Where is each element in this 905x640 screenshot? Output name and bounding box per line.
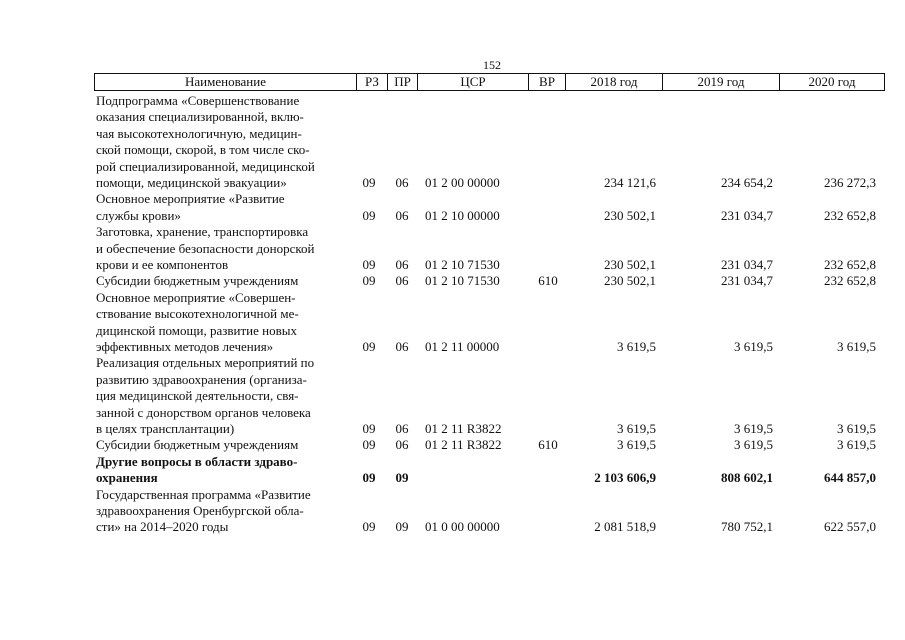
row-2018: 3 619,5	[617, 437, 656, 453]
row-pr: 06	[395, 257, 409, 272]
row-csr: 01 0 00 00000	[425, 519, 500, 535]
row-2018: 234 121,6	[604, 175, 656, 190]
row-name-line: ской помощи, скорой, в том числе ско-	[96, 142, 310, 158]
row-name-line: чая высокотехнологичную, медицин-	[96, 125, 302, 141]
row-name-line: Субсидии бюджетным учреждениям	[96, 437, 299, 453]
row-name-line: Подпрограмма «Совершенствование	[96, 93, 300, 108]
row-rz: 09	[362, 437, 376, 453]
row-name-line: сти» на 2014–2020 годы	[96, 519, 229, 535]
row-name-line: Основное мероприятие «Совершен-	[96, 289, 296, 305]
row-pr: 09	[395, 470, 409, 486]
row-name-line: Субсидии бюджетным учреждениям	[96, 273, 299, 289]
row-csr: 01 2 10 71530	[425, 257, 500, 272]
header-2020: 2020 год	[779, 73, 885, 91]
row-2019: 231 034,7	[721, 257, 773, 272]
row-name	[96, 487, 354, 536]
row-2019: 231 034,7	[721, 207, 773, 223]
header-2019: 2019 год	[662, 73, 780, 91]
row-name-line: здравоохранения Оренбургской обла-	[96, 503, 304, 518]
row-name-line: Государственная программа «Развитие	[96, 486, 311, 502]
row-name-line: рой специализированной, медицинской	[96, 158, 315, 174]
row-rz: 09	[362, 339, 376, 354]
row-rz: 09	[362, 257, 376, 272]
row-2020: 3 619,5	[837, 421, 876, 436]
row-pr: 06	[395, 207, 409, 223]
row-pr: 06	[395, 437, 409, 453]
row-2020: 232 652,8	[824, 207, 876, 223]
row-2019: 3 619,5	[734, 421, 773, 436]
row-2018: 2 081 518,9	[594, 519, 656, 535]
row-rz: 09	[362, 470, 376, 486]
row-name-line: Реализация отдельных мероприятий по	[96, 355, 315, 371]
row-rz: 09	[362, 421, 376, 436]
header-csr: ЦСР	[417, 73, 529, 91]
row-rz: 09	[362, 207, 376, 223]
row-2018: 230 502,1	[604, 273, 656, 289]
row-2018: 2 103 606,9	[594, 470, 656, 486]
row-name-line: Основное мероприятие «Развитие	[96, 191, 285, 207]
row-rz: 09	[362, 175, 376, 190]
header-2018: 2018 год	[565, 73, 663, 91]
row-2019: 780 752,1	[721, 519, 773, 535]
row-name-line: занной с донорством органов человека	[96, 404, 311, 420]
row-csr: 01 2 11 00000	[425, 339, 500, 354]
row-name-line: ствование высокотехнологичной ме-	[96, 306, 299, 322]
page-number: 152	[483, 58, 501, 72]
row-rz: 09	[362, 273, 376, 289]
row-name-line: дицинской помощи, развитие новых	[96, 322, 297, 338]
row-2020: 622 557,0	[824, 519, 876, 535]
header-name: Наименование	[94, 73, 357, 91]
row-name-line: ция медицинской деятельности, свя-	[96, 388, 299, 404]
row-2019: 234 654,2	[721, 175, 773, 190]
row-2019: 3 619,5	[734, 339, 773, 354]
row-name-line: и обеспечение безопасности донорской	[96, 240, 315, 256]
header-vr: ВР	[528, 73, 566, 91]
row-name	[96, 273, 354, 289]
row-name-line: охранения	[96, 470, 158, 486]
row-name-line: оказания специализированной, вклю-	[96, 109, 304, 125]
row-name-line: крови и ее компонентов	[96, 257, 229, 272]
row-pr: 06	[395, 175, 409, 190]
header-pr: ПР	[387, 73, 418, 91]
row-2019: 808 602,1	[721, 470, 773, 486]
row-2019: 231 034,7	[721, 273, 773, 289]
row-name	[96, 191, 354, 224]
row-2019: 3 619,5	[734, 437, 773, 453]
row-name-line: Заготовка, хранение, транспортировка	[96, 224, 309, 240]
row-csr: 01 2 11 R3822	[425, 421, 502, 436]
row-vr: 610	[538, 273, 558, 289]
row-name	[96, 437, 354, 453]
row-pr: 06	[395, 421, 409, 436]
row-2018: 230 502,1	[604, 207, 656, 223]
row-csr: 01 2 10 00000	[425, 207, 500, 223]
row-csr: 01 2 00 00000	[425, 175, 500, 190]
row-pr: 06	[395, 339, 409, 354]
row-2020: 3 619,5	[837, 437, 876, 453]
row-name-line: помощи, медицинской эвакуации»	[96, 175, 287, 191]
row-2020: 232 652,8	[824, 257, 876, 272]
row-name	[96, 224, 354, 273]
row-2018: 230 502,1	[604, 257, 656, 272]
row-name-line: развитию здравоохранения (организа-	[96, 371, 307, 387]
row-name-line: эффективных методов лечения»	[96, 339, 274, 355]
row-name-line: службы крови»	[96, 207, 181, 223]
row-name-line: Другие вопросы в области здраво-	[96, 453, 298, 469]
row-csr: 01 2 11 R3822	[425, 437, 502, 453]
row-2020: 3 619,5	[837, 339, 876, 354]
row-pr: 09	[395, 519, 409, 535]
row-2020: 236 272,3	[824, 175, 876, 190]
row-name-line: в целях трансплантации)	[96, 421, 235, 437]
row-name	[96, 355, 354, 437]
row-2018: 3 619,5	[617, 339, 656, 354]
row-pr: 06	[395, 273, 409, 289]
row-name	[96, 454, 354, 487]
row-name	[96, 290, 354, 356]
row-rz: 09	[362, 519, 376, 535]
row-vr: 610	[538, 437, 558, 453]
header-rz: РЗ	[356, 73, 388, 91]
row-2018: 3 619,5	[617, 421, 656, 436]
row-2020: 232 652,8	[824, 273, 876, 289]
row-name	[96, 93, 354, 191]
row-csr: 01 2 10 71530	[425, 273, 500, 289]
row-2020: 644 857,0	[824, 470, 876, 486]
